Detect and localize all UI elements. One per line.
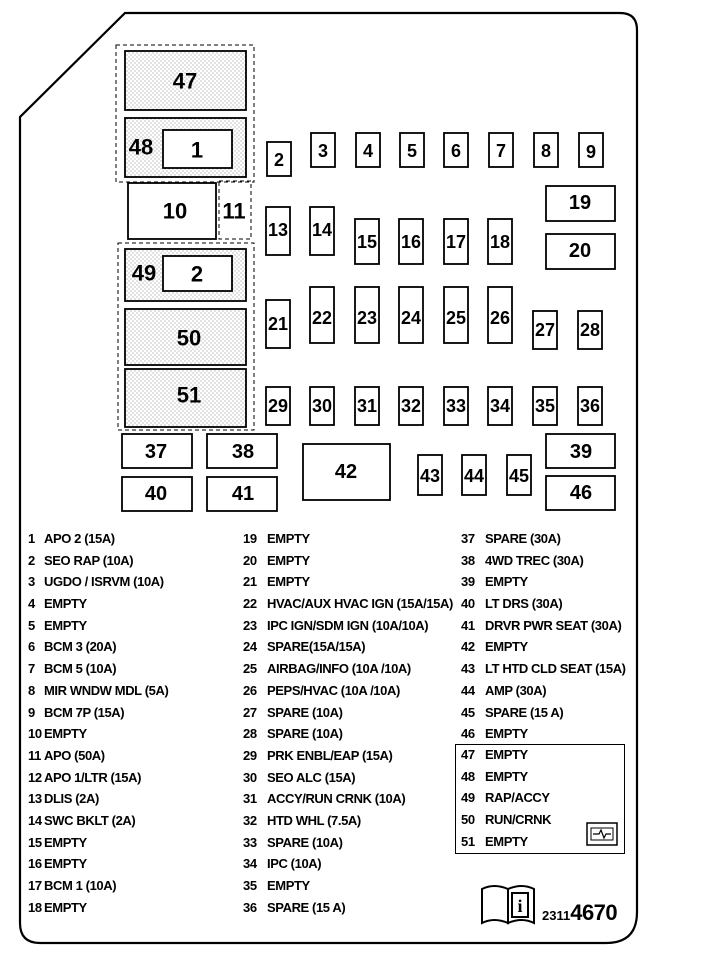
legend-item-number: 29 bbox=[243, 747, 257, 763]
legend-item-number: 27 bbox=[243, 704, 257, 720]
legend-item-number: 42 bbox=[461, 639, 475, 655]
legend-item-text: AIRBAG/INFO (10A /10A) bbox=[267, 661, 411, 677]
svg-text:32: 32 bbox=[400, 396, 422, 416]
legend-item-number: 46 bbox=[461, 726, 475, 742]
svg-text:8: 8 bbox=[540, 141, 552, 161]
legend-item-text: BCM 3 (20A) bbox=[44, 639, 117, 655]
legend-item-number: 19 bbox=[243, 531, 257, 546]
legend-item-number: 28 bbox=[243, 726, 257, 742]
legend-item-text: SPARE (10A) bbox=[267, 726, 343, 742]
legend-item-number: 37 bbox=[461, 531, 475, 546]
svg-text:24: 24 bbox=[400, 308, 422, 328]
legend-item-number: 14 bbox=[28, 812, 42, 828]
legend-item bbox=[243, 593, 453, 615]
legend-item bbox=[243, 615, 453, 637]
legend-item bbox=[243, 528, 453, 550]
fuse-37 bbox=[122, 434, 192, 468]
legend-item-text: BCM 5 (10A) bbox=[44, 661, 117, 677]
legend-item-text: APO (50A) bbox=[44, 747, 105, 763]
legend-item bbox=[243, 875, 453, 897]
svg-text:36: 36 bbox=[579, 396, 601, 416]
legend-item-number: 6 bbox=[28, 639, 35, 655]
relay-47 bbox=[125, 51, 246, 110]
legend-item-number: 20 bbox=[243, 552, 257, 568]
fuse-19 bbox=[546, 186, 615, 221]
fuse-39 bbox=[546, 434, 615, 468]
legend-item-text: EMPTY bbox=[485, 768, 528, 784]
fuse-13 bbox=[266, 207, 290, 255]
legend-item-number: 33 bbox=[243, 834, 257, 850]
legend-item-number: 26 bbox=[243, 682, 257, 698]
legend-item bbox=[243, 745, 453, 767]
legend-item-number: 5 bbox=[28, 617, 35, 633]
legend-item-number: 38 bbox=[461, 552, 475, 568]
svg-text:21: 21 bbox=[267, 314, 289, 334]
fuse-20 bbox=[546, 234, 615, 269]
legend-item-number: 2 bbox=[28, 552, 35, 568]
svg-text:33: 33 bbox=[445, 396, 467, 416]
relay-51 bbox=[125, 369, 246, 427]
legend-item-number: 36 bbox=[243, 899, 257, 915]
legend-item-text: DLIS (2A) bbox=[44, 791, 99, 807]
svg-text:50: 50 bbox=[176, 325, 202, 351]
legend-item bbox=[461, 636, 626, 658]
legend-item-number: 41 bbox=[461, 617, 475, 633]
fuse-18 bbox=[488, 219, 512, 264]
fuse-34 bbox=[488, 387, 512, 425]
legend-item bbox=[28, 875, 168, 897]
legend-item-number: 4 bbox=[28, 596, 35, 612]
legend-item-number: 11 bbox=[28, 747, 41, 763]
legend-item-number: 18 bbox=[28, 899, 42, 915]
legend-item bbox=[461, 615, 626, 637]
legend-item-text: 4WD TREC (30A) bbox=[485, 552, 584, 568]
legend-column-3 bbox=[461, 528, 626, 745]
legend-item-number: 21 bbox=[243, 574, 257, 590]
svg-text:41: 41 bbox=[231, 483, 255, 505]
fuse-1 bbox=[163, 130, 232, 168]
legend-item bbox=[461, 744, 551, 766]
fuse-5 bbox=[400, 133, 424, 167]
legend-item-number: 34 bbox=[243, 856, 257, 872]
relay-50 bbox=[125, 309, 246, 365]
legend-item-text: IPC IGN/SDM IGN (10A/10A) bbox=[267, 617, 429, 633]
svg-text:29: 29 bbox=[267, 396, 289, 416]
fuse-8 bbox=[534, 133, 558, 167]
fuse-16 bbox=[399, 219, 423, 264]
legend-item-text: PEPS/HVAC (10A /10A) bbox=[267, 682, 400, 698]
fuse-46 bbox=[546, 476, 615, 510]
legend-item bbox=[243, 571, 453, 593]
legend-item-text: SPARE (15 A) bbox=[485, 704, 564, 720]
legend-item-text: SPARE (10A) bbox=[267, 704, 343, 720]
fuse-6 bbox=[444, 133, 468, 167]
fuse-2 bbox=[267, 142, 291, 176]
legend-item-number: 35 bbox=[243, 878, 257, 893]
legend-item-number: 30 bbox=[243, 769, 257, 785]
legend-item-number: 23 bbox=[243, 617, 257, 633]
legend-item bbox=[243, 723, 453, 745]
legend-item-number: 43 bbox=[461, 661, 475, 677]
svg-text:40: 40 bbox=[144, 483, 168, 505]
legend-column-1 bbox=[28, 528, 168, 918]
legend-item-text: SEO ALC (15A) bbox=[267, 769, 356, 785]
fuse-42 bbox=[303, 444, 390, 500]
legend-item bbox=[461, 593, 626, 615]
svg-text:42: 42 bbox=[334, 461, 358, 483]
legend-item-number: 25 bbox=[243, 661, 257, 677]
legend-item-text: EMPTY bbox=[44, 596, 87, 612]
svg-text:15: 15 bbox=[356, 232, 378, 252]
svg-text:25: 25 bbox=[445, 308, 467, 328]
legend-item bbox=[461, 766, 551, 788]
svg-text:48: 48 bbox=[128, 134, 154, 160]
legend-item-text: EMPTY bbox=[485, 833, 528, 849]
svg-text:38: 38 bbox=[231, 441, 255, 463]
legend-item bbox=[28, 528, 168, 550]
legend-item-text: SPARE (15 A) bbox=[267, 899, 346, 915]
fuse-40 bbox=[122, 477, 192, 511]
legend-item-number: 15 bbox=[28, 834, 42, 850]
fuse-7 bbox=[489, 133, 513, 167]
legend-item-number: 16 bbox=[28, 856, 42, 872]
legend-item-number: 50 bbox=[461, 812, 475, 828]
fuse-35 bbox=[533, 387, 557, 425]
fuse-38 bbox=[207, 434, 277, 468]
legend-item-text: EMPTY bbox=[44, 617, 87, 633]
legend-item-text: UGDO / ISRVM (10A) bbox=[44, 574, 164, 590]
svg-text:5: 5 bbox=[406, 141, 418, 161]
legend-item-number: 22 bbox=[243, 596, 257, 612]
svg-text:44: 44 bbox=[463, 466, 485, 486]
legend-item-text: APO 1/LTR (15A) bbox=[44, 769, 142, 785]
fuse-2-large bbox=[163, 256, 232, 291]
legend-item-text: EMPTY bbox=[44, 899, 87, 915]
legend-item-text: EMPTY bbox=[485, 639, 528, 655]
svg-text:37: 37 bbox=[144, 441, 168, 463]
svg-text:26: 26 bbox=[489, 308, 511, 328]
svg-text:35: 35 bbox=[534, 396, 556, 416]
legend-item bbox=[28, 550, 168, 572]
legend-item-text: LT HTD CLD SEAT (15A) bbox=[485, 661, 626, 677]
legend-item-number: 7 bbox=[28, 661, 35, 677]
legend-item bbox=[28, 832, 168, 854]
legend-item bbox=[243, 788, 453, 810]
fuse-14 bbox=[310, 207, 334, 255]
fuse-4 bbox=[356, 133, 380, 167]
legend-item-number: 47 bbox=[461, 747, 475, 762]
svg-text:i: i bbox=[517, 896, 523, 916]
legend-item bbox=[243, 897, 453, 919]
legend-item bbox=[243, 636, 453, 658]
legend-item bbox=[243, 680, 453, 702]
svg-text:2: 2 bbox=[273, 150, 285, 170]
svg-text:7: 7 bbox=[495, 141, 507, 161]
legend-item bbox=[461, 550, 626, 572]
svg-text:13: 13 bbox=[267, 220, 289, 240]
legend-item-text: EMPTY bbox=[267, 552, 310, 568]
legend-item-text: SPARE (10A) bbox=[267, 834, 343, 850]
svg-text:27: 27 bbox=[534, 320, 556, 340]
legend-item-number: 8 bbox=[28, 682, 35, 698]
svg-text:39: 39 bbox=[569, 441, 593, 463]
svg-text:14: 14 bbox=[311, 220, 333, 240]
fuse-9 bbox=[579, 133, 603, 167]
legend-item bbox=[28, 810, 168, 832]
fuse-22 bbox=[310, 287, 334, 343]
legend-item-text: RAP/ACCY bbox=[485, 790, 550, 806]
legend-item bbox=[461, 571, 626, 593]
fuse-41 bbox=[207, 477, 277, 511]
svg-text:20: 20 bbox=[568, 240, 592, 262]
legend-item-number: 49 bbox=[461, 790, 475, 806]
svg-text:46: 46 bbox=[569, 482, 593, 504]
legend-item bbox=[461, 528, 626, 550]
legend-item-number: 12 bbox=[28, 769, 42, 785]
legend-item-text: EMPTY bbox=[44, 856, 87, 872]
legend-item-text: EMPTY bbox=[485, 747, 528, 762]
legend-item-text: EMPTY bbox=[44, 726, 87, 742]
legend-item-text: EMPTY bbox=[267, 531, 310, 546]
legend-item-number: 17 bbox=[28, 878, 42, 893]
fuse-28 bbox=[578, 311, 602, 349]
legend-item-number: 39 bbox=[461, 574, 475, 590]
legend-item bbox=[28, 680, 168, 702]
manual-info-icon bbox=[482, 886, 534, 923]
svg-text:6: 6 bbox=[450, 141, 462, 161]
legend-item-number: 24 bbox=[243, 639, 257, 655]
legend-item bbox=[243, 767, 453, 789]
fuse-23 bbox=[355, 287, 379, 343]
legend-item-number: 45 bbox=[461, 704, 475, 720]
legend-column-2 bbox=[243, 528, 453, 918]
legend-item-number: 13 bbox=[28, 791, 42, 807]
legend-item-number: 48 bbox=[461, 768, 475, 784]
svg-text:4: 4 bbox=[362, 141, 374, 161]
svg-text:2: 2 bbox=[190, 261, 204, 287]
svg-text:23: 23 bbox=[356, 308, 378, 328]
svg-text:17: 17 bbox=[445, 232, 467, 252]
legend-item-number: 9 bbox=[28, 704, 35, 720]
svg-text:1: 1 bbox=[190, 137, 204, 163]
legend-item bbox=[28, 897, 168, 919]
fuse-43 bbox=[418, 455, 442, 495]
svg-text:30: 30 bbox=[311, 396, 333, 416]
legend-item-text: EMPTY bbox=[44, 834, 87, 850]
legend-item-text: AMP (30A) bbox=[485, 682, 547, 698]
fuse-26 bbox=[488, 287, 512, 343]
svg-text:16: 16 bbox=[400, 232, 422, 252]
legend-item bbox=[461, 702, 626, 724]
svg-text:49: 49 bbox=[131, 260, 157, 286]
fuse-21 bbox=[266, 300, 290, 348]
legend-item bbox=[461, 658, 626, 680]
svg-text:18: 18 bbox=[489, 232, 511, 252]
legend-item bbox=[28, 723, 168, 745]
fuse-11: 11 bbox=[222, 198, 246, 224]
legend-item bbox=[28, 745, 168, 767]
legend-item-text: RUN/CRNK bbox=[485, 812, 552, 828]
legend-item-number: 44 bbox=[461, 682, 475, 698]
legend-item-text: SEO RAP (10A) bbox=[44, 552, 134, 568]
svg-text:9: 9 bbox=[585, 142, 597, 162]
legend-item-text: EMPTY bbox=[485, 726, 528, 742]
legend-item-text: MIR WNDW MDL (5A) bbox=[44, 682, 169, 698]
legend-item bbox=[28, 853, 168, 875]
legend-item bbox=[28, 636, 168, 658]
legend-item bbox=[243, 853, 453, 875]
fuse-31 bbox=[355, 387, 379, 425]
legend-item-text: SWC BKLT (2A) bbox=[44, 812, 136, 828]
legend-item-text: LT DRS (30A) bbox=[485, 596, 563, 612]
legend-item-text: EMPTY bbox=[485, 574, 528, 590]
legend-item-text: IPC (10A) bbox=[267, 856, 322, 872]
svg-text:43: 43 bbox=[419, 466, 441, 486]
fuse-25 bbox=[444, 287, 468, 343]
legend-item-text: HVAC/AUX HVAC IGN (15A/15A) bbox=[267, 596, 453, 612]
legend-item bbox=[461, 787, 551, 809]
legend-item bbox=[461, 723, 626, 745]
legend-item-text: HTD WHL (7.5A) bbox=[267, 812, 361, 828]
legend-item-text: EMPTY bbox=[267, 574, 310, 590]
svg-text:19: 19 bbox=[568, 192, 592, 214]
legend-item-text: SPARE (30A) bbox=[485, 531, 561, 546]
legend-item-text: APO 2 (15A) bbox=[44, 531, 115, 546]
fuse-10 bbox=[128, 183, 216, 239]
fuse-15 bbox=[355, 219, 379, 264]
fuse-24 bbox=[399, 287, 423, 343]
fuse-36 bbox=[578, 387, 602, 425]
fuse-32 bbox=[399, 387, 423, 425]
legend-item-number: 1 bbox=[28, 531, 35, 546]
diagram-code bbox=[542, 900, 617, 926]
legend-item bbox=[461, 809, 551, 831]
legend-item-text: ACCY/RUN CRNK (10A) bbox=[267, 791, 406, 807]
legend-item bbox=[461, 680, 626, 702]
relay-legend-list bbox=[461, 744, 551, 852]
legend-item-number: 51 bbox=[461, 833, 475, 849]
legend-item-number: 3 bbox=[28, 574, 35, 590]
legend-item bbox=[28, 615, 168, 637]
fuse-17 bbox=[444, 219, 468, 264]
legend-item bbox=[28, 702, 168, 724]
svg-text:45: 45 bbox=[508, 466, 530, 486]
legend-item-number: 40 bbox=[461, 596, 475, 612]
svg-text:51: 51 bbox=[176, 382, 202, 408]
legend-item-text: SPARE(15A/15A) bbox=[267, 639, 366, 655]
legend-item bbox=[28, 788, 168, 810]
legend-item bbox=[243, 810, 453, 832]
legend-item bbox=[243, 658, 453, 680]
legend-item-number: 10 bbox=[28, 726, 42, 742]
legend-item bbox=[243, 832, 453, 854]
svg-text:10: 10 bbox=[162, 198, 188, 224]
legend-item-text: DRVR PWR SEAT (30A) bbox=[485, 617, 622, 633]
svg-text:31: 31 bbox=[356, 396, 378, 416]
legend-item-text: BCM 7P (15A) bbox=[44, 704, 125, 720]
svg-text:47: 47 bbox=[172, 68, 198, 94]
fuse-45 bbox=[507, 455, 531, 495]
fuse-27 bbox=[533, 311, 557, 349]
svg-text:28: 28 bbox=[579, 320, 601, 340]
legend-item bbox=[28, 571, 168, 593]
legend-item-text: EMPTY bbox=[267, 878, 310, 893]
legend-item-number: 31 bbox=[243, 791, 257, 807]
fuse-33 bbox=[444, 387, 468, 425]
fuse-44 bbox=[462, 455, 486, 495]
fuse-29 bbox=[266, 387, 290, 425]
svg-text:3: 3 bbox=[317, 141, 329, 161]
legend-item-text: BCM 1 (10A) bbox=[44, 878, 117, 893]
legend-item-text: PRK ENBL/EAP (15A) bbox=[267, 747, 393, 763]
diagram-code-suffix: 4670 bbox=[570, 900, 618, 925]
legend-item bbox=[243, 702, 453, 724]
diagram-code-prefix: 2311 bbox=[542, 908, 571, 923]
fuse-3 bbox=[311, 133, 335, 167]
legend-item bbox=[243, 550, 453, 572]
legend-item bbox=[461, 831, 551, 853]
legend-item-number: 32 bbox=[243, 812, 257, 828]
svg-text:34: 34 bbox=[489, 396, 511, 416]
svg-text:22: 22 bbox=[311, 308, 333, 328]
fuse-30 bbox=[310, 387, 334, 425]
legend-item bbox=[28, 593, 168, 615]
legend-item bbox=[28, 658, 168, 680]
legend-item bbox=[28, 767, 168, 789]
